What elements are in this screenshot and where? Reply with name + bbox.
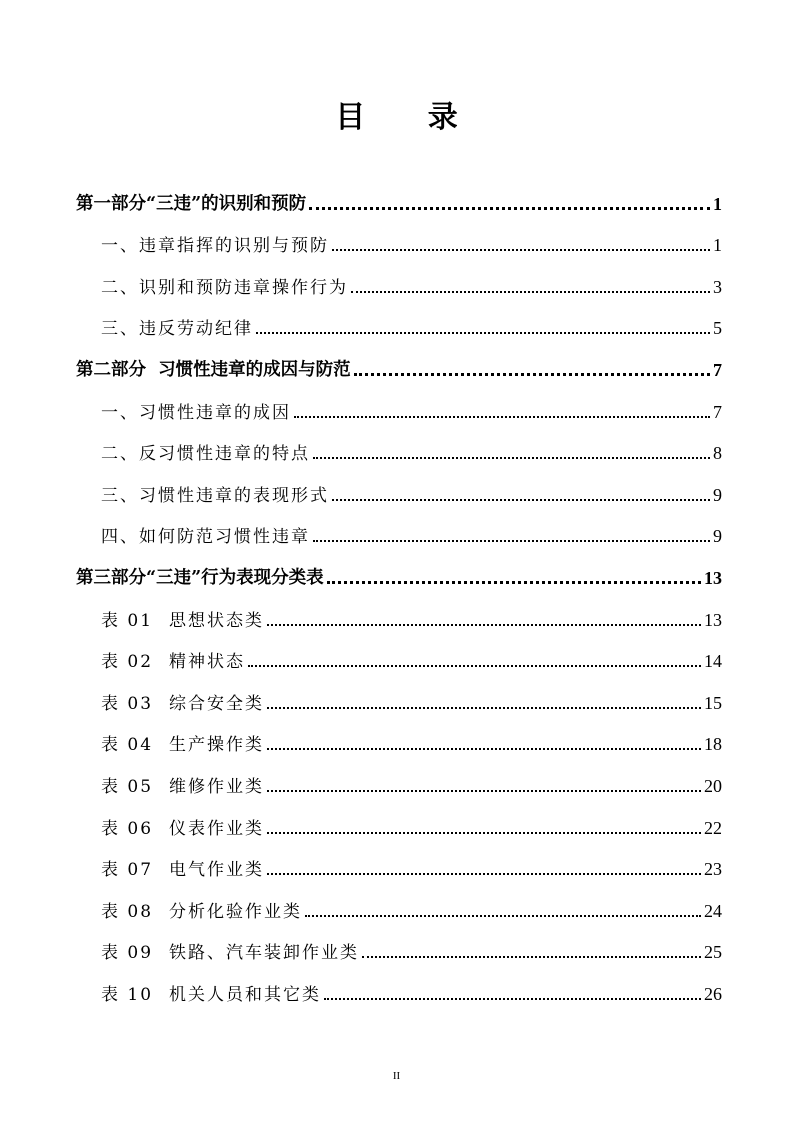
toc-entry-label: 维修作业类 [169,776,264,797]
toc-entry-code: 表 07 [101,860,154,881]
toc-entry-label: 铁路、汽车装卸作业类 [169,943,359,964]
toc-entry-label: 分析化验作业类 [169,901,302,922]
toc-entry-code: 表 09 [101,943,154,964]
toc-entry-page: 9 [713,526,722,547]
toc-entry[interactable] [76,347,722,389]
toc-entry[interactable] [76,223,722,265]
toc-entry[interactable] [76,597,722,639]
toc-leader-dots [309,207,710,210]
toc-entry[interactable] [76,971,722,1013]
toc-entry-page: 23 [704,859,722,880]
toc-entry-page: 3 [713,276,722,297]
toc-entry-code: 表 06 [101,818,154,839]
toc-entry-label: 二、识别和预防违章操作行为 [101,277,348,298]
toc-entry[interactable] [76,181,722,223]
toc-entry[interactable] [76,306,722,348]
toc-leader-dots [294,416,710,418]
toc-entry-page: 7 [713,359,722,380]
toc-leader-dots [362,956,701,958]
toc-entry-code: 表 04 [101,735,154,756]
toc-entry-code: 表 01 [101,610,154,631]
toc-entry[interactable] [76,888,722,930]
toc-entry-label: 二、反习惯性违章的特点 [101,444,310,465]
toc-entry-label: 一、违章指挥的识别与预防 [101,236,329,257]
toc-entry[interactable] [76,389,722,431]
toc-entry-code: 表 08 [101,901,154,922]
toc-entry-page: 25 [704,942,722,963]
toc-entry-page: 7 [713,401,722,422]
toc-entry[interactable] [76,680,722,722]
toc-leader-dots [267,873,701,875]
toc-entry[interactable] [76,763,722,805]
toc-entry-label: 第一部分“三违”的识别和预防 [76,193,307,214]
toc-leader-dots [324,998,701,1000]
toc-entry[interactable] [76,472,722,514]
toc-entry[interactable] [76,431,722,473]
toc-entry-page: 24 [704,900,722,921]
toc-entry-code: 表 05 [101,776,154,797]
toc-leader-dots [332,249,710,251]
toc-entry[interactable] [76,847,722,889]
toc-leader-dots [267,748,701,750]
toc-leader-dots [267,790,701,792]
toc-entry-page: 1 [713,235,722,256]
toc-entry-label: 精神状态 [169,652,245,673]
toc-leader-dots [313,540,710,542]
toc-entry-label: 第三部分“三违”行为表现分类表 [76,567,324,588]
toc-entry-page: 9 [713,484,722,505]
toc-entry[interactable] [76,639,722,681]
toc-entry-label: 四、如何防范习惯性违章 [101,527,310,548]
toc-entry-page: 15 [704,692,722,713]
toc-leader-dots [305,915,701,917]
toc-entry-page: 8 [713,443,722,464]
toc-entry-page: 22 [704,817,722,838]
toc-leader-dots [354,373,710,376]
toc-entry-label: 仪表作业类 [169,818,264,839]
toc-entry[interactable] [76,930,722,972]
toc-entry-label: 三、习惯性违章的表现形式 [101,485,329,506]
toc-entry-page: 18 [704,734,722,755]
toc-entry-label: 电气作业类 [169,860,264,881]
page-title: 目 录 [335,100,484,135]
toc-entry[interactable] [76,805,722,847]
toc-entry-label: 一、习惯性违章的成因 [101,402,291,423]
toc-entry[interactable] [76,264,722,306]
toc-leader-dots [267,624,701,626]
toc-entry-label: 三、违反劳动纪律 [101,319,253,340]
toc-entry-label: 机关人员和其它类 [169,984,321,1005]
toc-entry-code: 表 10 [101,984,154,1005]
toc-entry-label: 思想状态类 [169,610,264,631]
toc-entry-code: 表 02 [101,652,154,673]
toc-entry[interactable] [76,514,722,556]
toc-entry-label: 生产操作类 [169,735,264,756]
toc-leader-dots [267,707,701,709]
toc-entry-page: 1 [713,193,722,214]
toc-leader-dots [327,581,701,584]
toc-entry[interactable] [76,555,722,597]
toc-entry-page: 13 [704,567,722,588]
toc-entry[interactable] [76,722,722,764]
toc-entry-label: 综合安全类 [169,693,264,714]
toc-leader-dots [256,332,710,334]
toc-entry-page: 20 [704,775,722,796]
toc-leader-dots [332,499,710,501]
toc-entry-page: 13 [704,609,722,630]
toc-entry-code: 表 03 [101,693,154,714]
toc-leader-dots [267,832,701,834]
toc-entry-page: 26 [704,983,722,1004]
toc-entry-page: 5 [713,318,722,339]
table-of-contents [76,181,722,1013]
toc-leader-dots [351,291,710,293]
toc-leader-dots [248,665,701,667]
toc-entry-page: 14 [704,651,722,672]
toc-entry-label: 第二部分 习惯性违章的成因与防范 [76,359,351,380]
toc-leader-dots [313,457,710,459]
page-number-footer: II [392,1070,401,1082]
